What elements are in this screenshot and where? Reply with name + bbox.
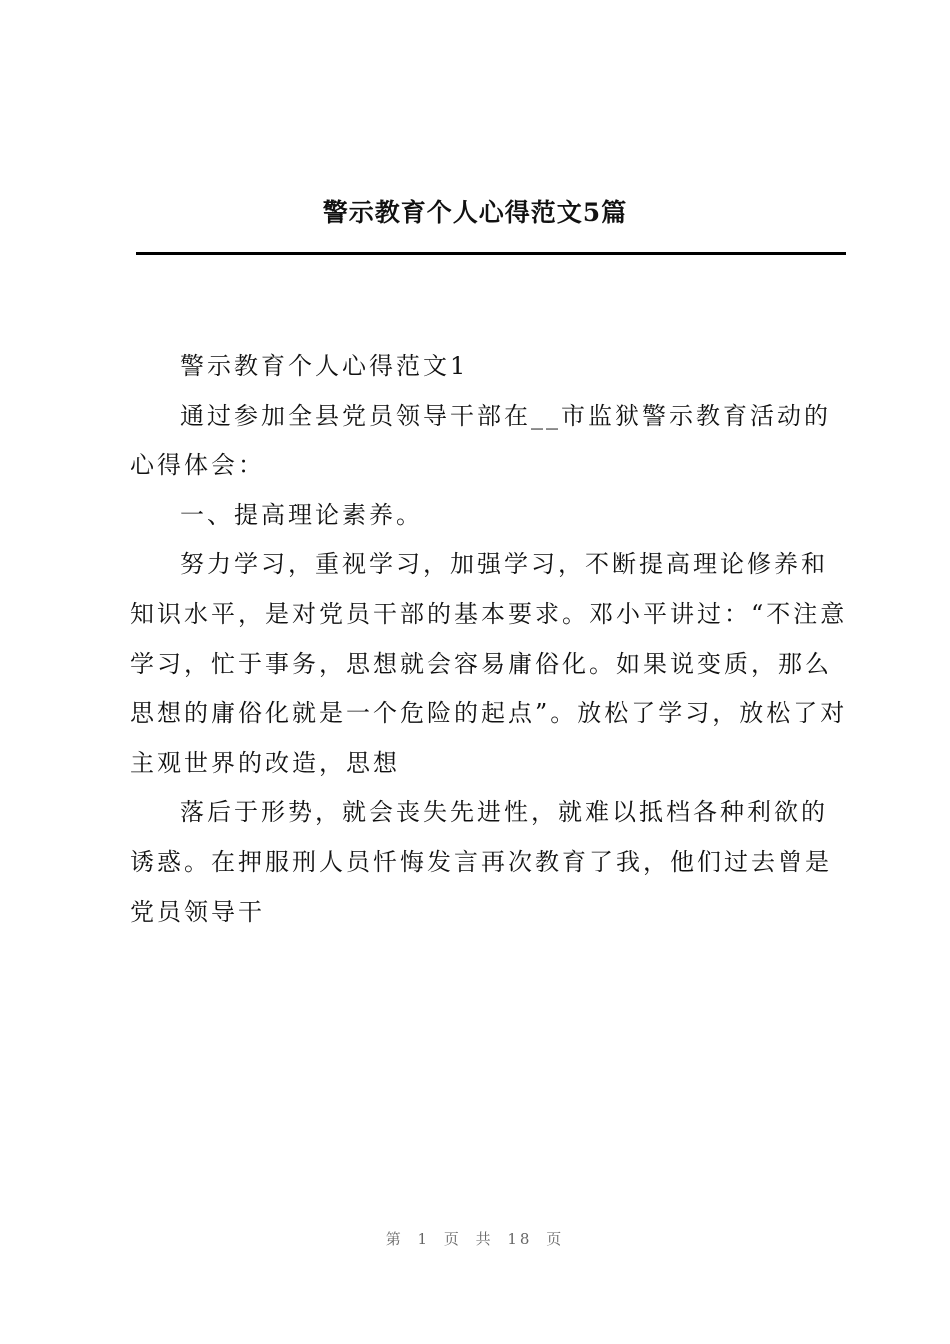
paragraph-heading-1: 警示教育个人心得范文1 — [180, 352, 469, 380]
page-footer: 第 1 页 共 18 页 — [385, 1230, 565, 1248]
paragraph-body-2: 落后于形势，就会丧失先进性，就难以抵档各种利欲的诱惑。在押服刑人员忏悔发言再次教育了我，他们过去曾是党员领导干 — [130, 798, 832, 926]
paragraph-intro: 通过参加全县党员领导干部在__市监狱警示教育活动的心得体会： — [130, 401, 831, 480]
document-title: 警示教育个人心得范文5篇 — [322, 198, 628, 227]
paragraph-body-1: 努力学习，重视学习，加强学习，不断提高理论修养和知识水平，是对党员干部的基本要求。邓小平讲过：“不注意学习，忙于事务，思想就会容易庸俗化。如果说变质，那么思想的庸俗化就是一个危险的起点”。放松了学习，放松了对主观世界的改造，思想 — [130, 550, 848, 777]
title-underline-rule — [136, 252, 846, 255]
paragraph-section-1-heading: 一、提高理论素养。 — [180, 500, 423, 529]
document-body — [130, 342, 850, 937]
